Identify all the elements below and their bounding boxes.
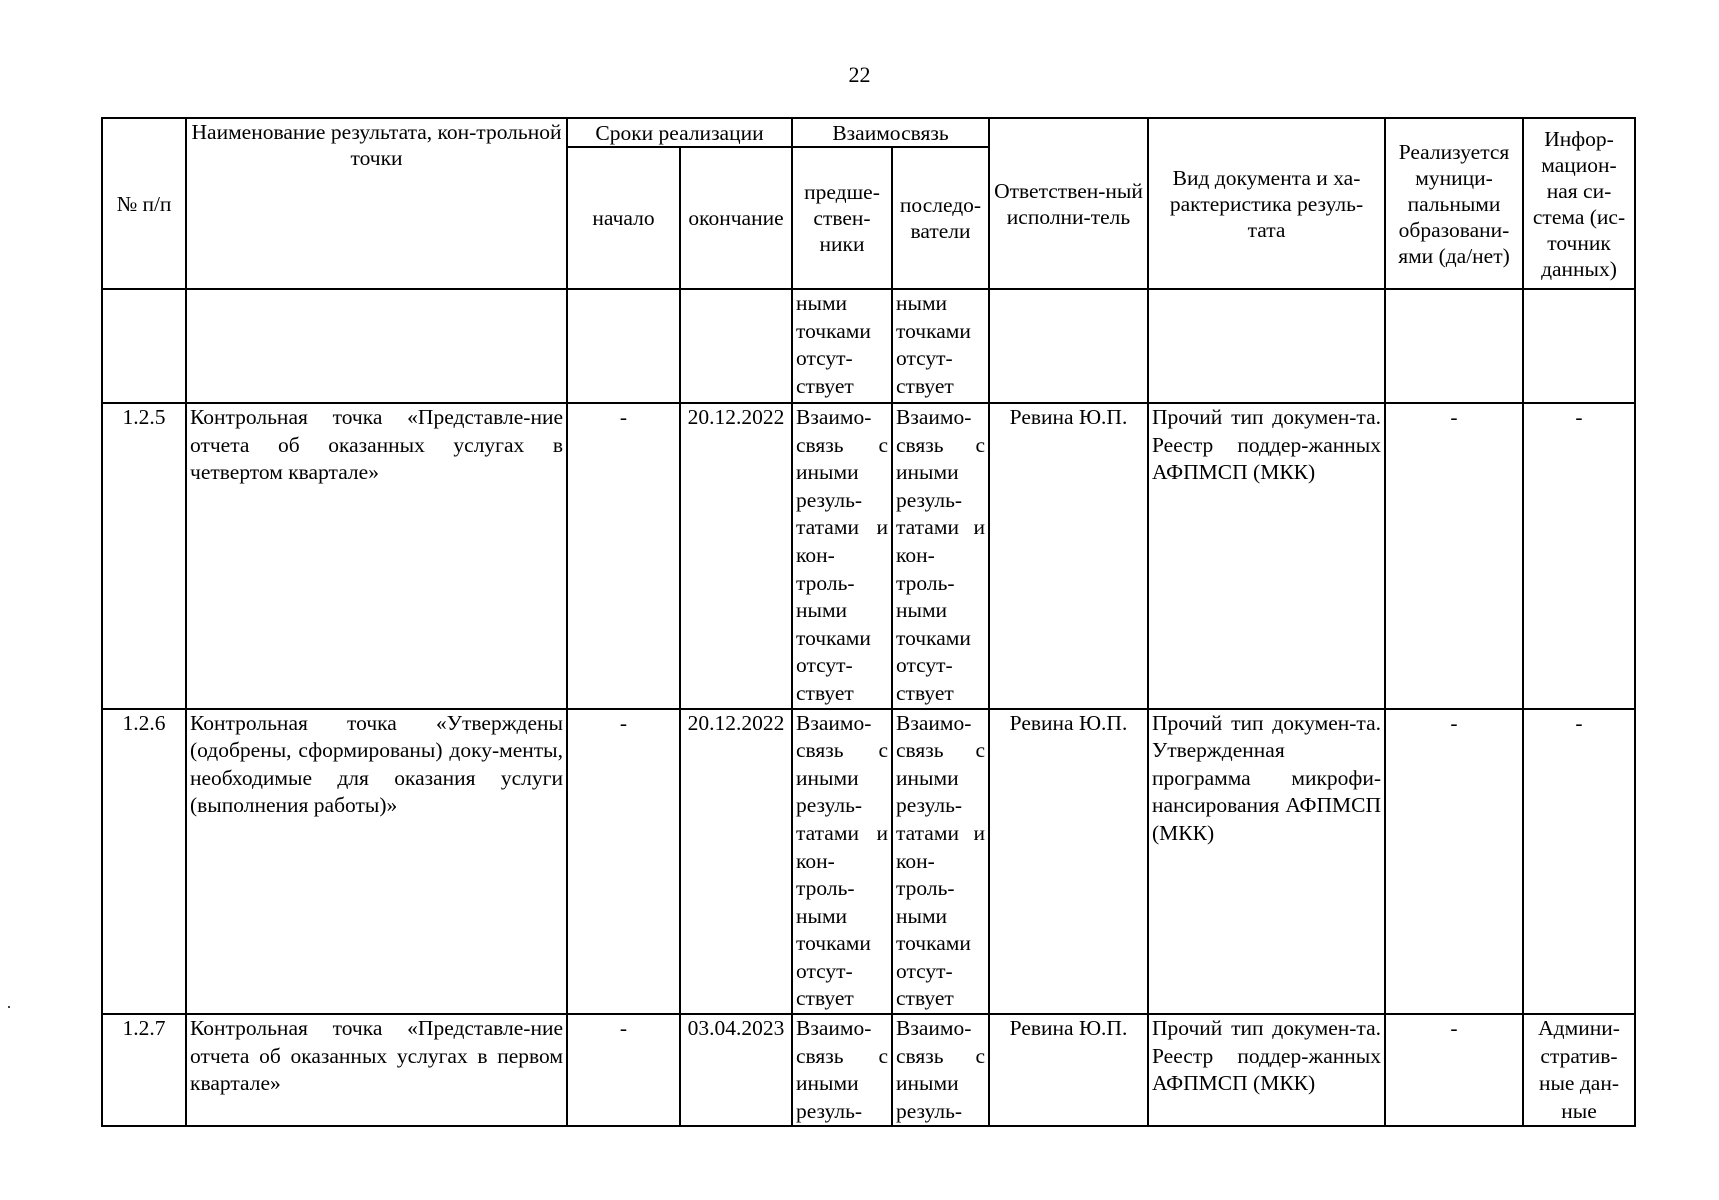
cell-predecessors: Взаимо-связь с иными резуль- [792, 1014, 892, 1126]
cell-predecessors: Взаимо-связь с иными резуль-татами и кон-троль-ными точками отсут-ствует [792, 709, 892, 1015]
cell-start: - [567, 1014, 680, 1126]
cell-responsible: Ревина Ю.П. [989, 403, 1148, 709]
cell-start [567, 289, 680, 403]
results-table [101, 117, 1636, 1127]
page-number: 22 [848, 62, 871, 87]
cell-doc-type: Прочий тип докумен-та. Реестр поддер-жанных АФПМСП (МКК) [1148, 403, 1385, 709]
cell-municipal [1385, 289, 1523, 403]
header-dates-group: Сроки реализации [567, 118, 792, 147]
table-row [102, 1014, 1635, 1126]
cell-municipal: - [1385, 403, 1523, 709]
cell-name: Контрольная точка «Утверждены (одобрены, сформированы) доку-менты, необходимые для оказания услуги (выполнения работы)» [186, 709, 567, 1015]
table-row [102, 289, 1635, 403]
cell-num: 1.2.6 [102, 709, 186, 1015]
cell-doc-type: Прочий тип докумен-та. Утвержденная программа микрофи-нансирования АФПМСП (МКК) [1148, 709, 1385, 1015]
cell-successors: Взаимо-связь с иными резуль-татами и кон-троль-ными точками отсут-ствует [892, 403, 989, 709]
cell-successors: Взаимо-связь с иными резуль-татами и кон-троль-ными точками отсут-ствует [892, 709, 989, 1015]
cell-info-system: Админи-стратив-ные дан-ные [1523, 1014, 1635, 1126]
cell-start: - [567, 403, 680, 709]
cell-doc-type [1148, 289, 1385, 403]
cell-info-system: - [1523, 709, 1635, 1015]
cell-name [186, 289, 567, 403]
cell-predecessors: ными точками отсут-ствует [792, 289, 892, 403]
cell-responsible [989, 289, 1148, 403]
cell-municipal: - [1385, 1014, 1523, 1126]
cell-info-system [1523, 289, 1635, 403]
header-successors: последо-ватели [892, 147, 989, 289]
cell-end [680, 289, 792, 403]
cell-name: Контрольная точка «Представле-ние отчета об оказанных услугах в первом квартале» [186, 1014, 567, 1126]
cell-end: 20.12.2022 [680, 709, 792, 1015]
scan-speck [8, 1006, 10, 1008]
cell-start: - [567, 709, 680, 1015]
header-end: окончание [680, 147, 792, 289]
header-predecessors: предше-ствен-ники [792, 147, 892, 289]
cell-municipal: - [1385, 709, 1523, 1015]
header-row-1 [102, 118, 1635, 147]
header-info-system: Инфор-мацион-ная си-стема (ис-точник данных) [1523, 118, 1635, 289]
header-doc-type: Вид документа и ха-рактеристика резуль-тата [1148, 118, 1385, 289]
cell-name: Контрольная точка «Представле-ние отчета об оказанных услугах в четвертом квартале» [186, 403, 567, 709]
table-row [102, 403, 1635, 709]
header-municipal: Реализуется муници-пальными образовани-ями (да/нет) [1385, 118, 1523, 289]
cell-successors: ными точками отсут-ствует [892, 289, 989, 403]
cell-num: 1.2.5 [102, 403, 186, 709]
cell-num [102, 289, 186, 403]
header-link-group: Взаимосвязь [792, 118, 989, 147]
cell-end: 20.12.2022 [680, 403, 792, 709]
cell-responsible: Ревина Ю.П. [989, 1014, 1148, 1126]
cell-responsible: Ревина Ю.П. [989, 709, 1148, 1015]
cell-successors: Взаимо-связь с иными резуль- [892, 1014, 989, 1126]
header-num: № п/п [102, 118, 186, 289]
cell-predecessors: Взаимо-связь с иными резуль-татами и кон-троль-ными точками отсут-ствует [792, 403, 892, 709]
cell-num: 1.2.7 [102, 1014, 186, 1126]
header-responsible: Ответствен-ный исполни-тель [989, 118, 1148, 289]
cell-info-system: - [1523, 403, 1635, 709]
table-row [102, 709, 1635, 1015]
cell-end: 03.04.2023 [680, 1014, 792, 1126]
cell-doc-type: Прочий тип докумен-та. Реестр поддер-жанных АФПМСП (МКК) [1148, 1014, 1385, 1126]
header-name: Наименование результата, кон-трольной точки [186, 118, 567, 289]
header-start: начало [567, 147, 680, 289]
